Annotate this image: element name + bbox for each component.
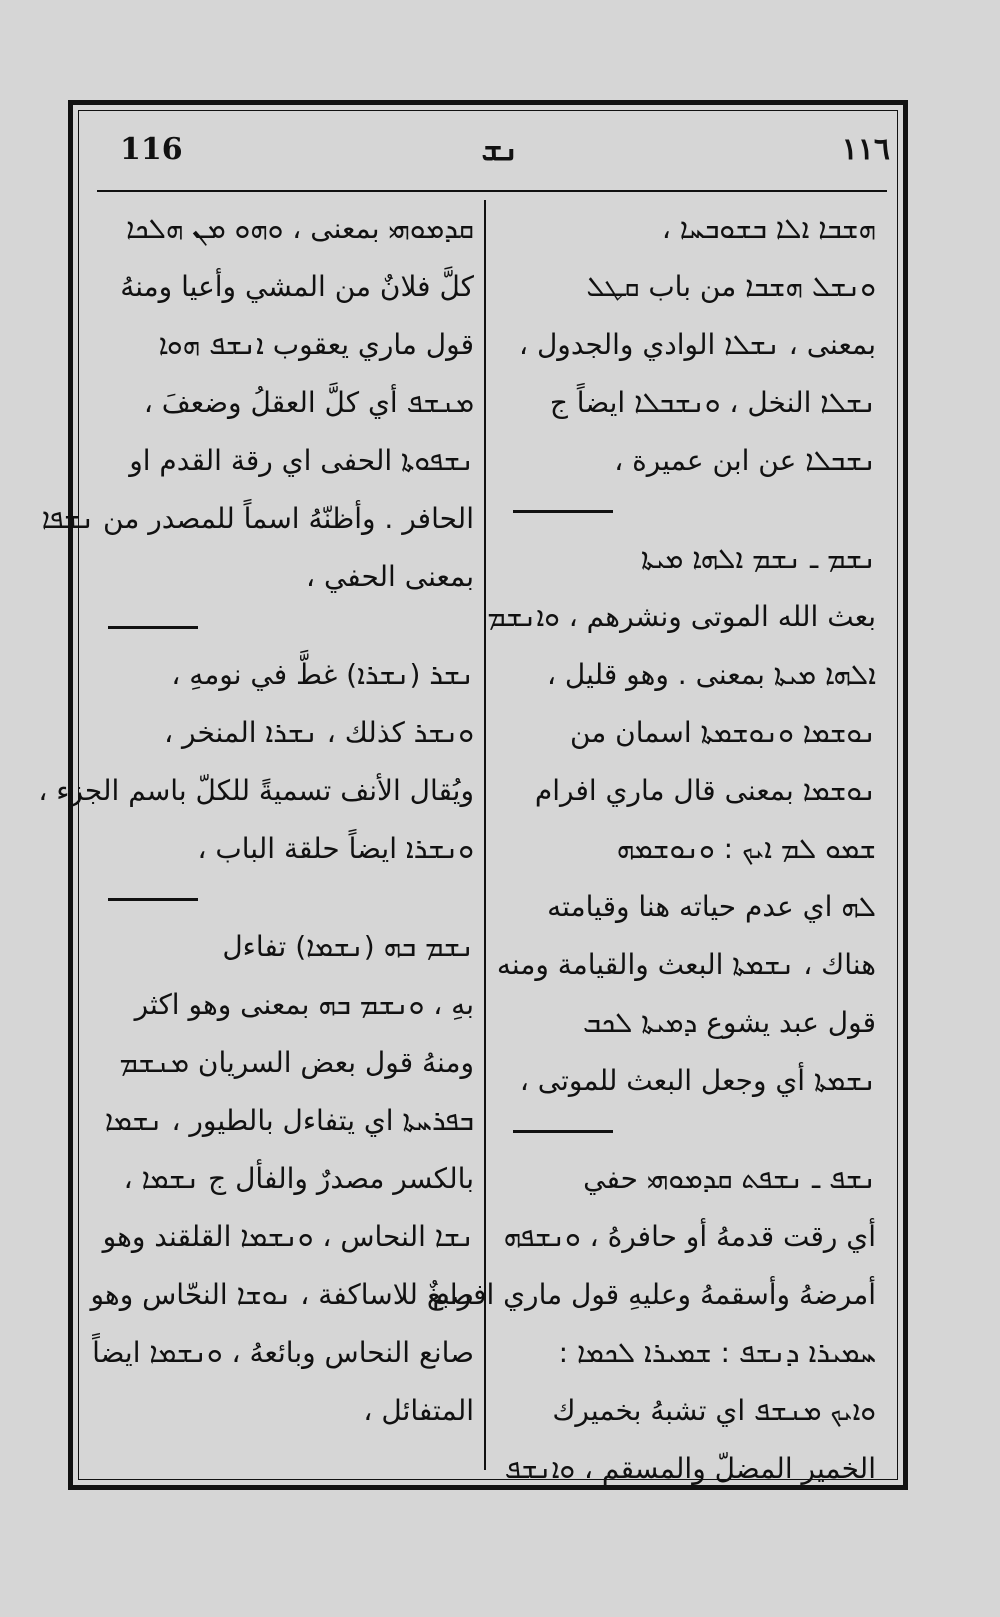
text-line: ܘܢܫܪ كذلك ، ܢܫܪܐ المنخر ،	[164, 716, 474, 749]
text-line: ܢܫܦ ـ ܢܫܦܬ ܩܕܡܘܗܝ حفي	[583, 1162, 876, 1195]
header-rule	[97, 190, 887, 192]
text-line: المتفائل ،	[363, 1394, 474, 1427]
text-line: ܐܠܗܐ ܡܝܬܐ بمعنى . وهو قليل ،	[546, 658, 876, 691]
page-number-arabic: ١١٦	[841, 132, 890, 167]
entry-separator	[98, 606, 474, 646]
text-line: قول ماري يعقوب ܐܢܫܦ ܗܘܐ	[158, 328, 474, 361]
text-line: بمعنى الحفي ،	[306, 560, 474, 593]
text-line: كلَّ فلانٌ من المشي وأعيا ومنهُ	[120, 270, 474, 303]
text-line: أمرضهُ وأسقمهُ وعليهِ قول ماري افرام	[432, 1278, 876, 1311]
text-line: ܡܢܫܦ أي كلَّ العقلُ وضعفَ ،	[143, 386, 474, 419]
text-line: ومنهُ قول بعض السريان ܡܢܫܡ	[119, 1046, 474, 1079]
text-line: ܒܦܪܚܬܐ اي يتفاءل بالطيور ، ܢܫܡܐ	[104, 1104, 474, 1137]
right-column	[432, 200, 882, 1485]
text-line: بعث الله الموتى ونشرهم ، ܘܐܢܫܡ	[487, 600, 876, 633]
text-line: بالكسر مصدرٌ والفأل ج ܢܫܡܐ ،	[123, 1162, 474, 1195]
entry-separator	[498, 1110, 876, 1150]
text-line: ܢܫܡ ـ ܢܫܡ ܐܠܗܐ ܡܝܬܐ	[641, 542, 876, 575]
text-line: ܢܘܫܡܐ ܘܢܘܫܡܬܐ اسمان من	[569, 716, 876, 749]
entry-separator	[498, 490, 876, 530]
text-line: ܢܘܫܡܐ بمعنى قال ماري افرام	[534, 774, 876, 807]
text-line: ܢܫܐ النحاس ، ܘܢܫܡܐ القلقند وهو	[102, 1220, 474, 1253]
text-line: الخمير المضلّ والمسقم ، ܘܐܢܫܦ	[504, 1452, 876, 1485]
text-line: ܘܢܫܠ ܗܫܒܐ من باب ܩܛܠ	[586, 270, 876, 303]
text-line: ܚܡܝܪܐ ܕܢܫܦ : ܫܡܝܪܐ ܠܟܡܐ :	[558, 1336, 876, 1369]
text-line: الحافر . وأظنّهُ اسماً للمصدر من ܢܫܦܐ	[41, 502, 474, 535]
text-line: ܫܡܘ ܠܡ ܐܝܟ : ܘܢܘܫܡܗ	[616, 832, 876, 865]
text-line: ܠܗ اي عدم حياته هنا وقيامته	[547, 890, 876, 923]
left-column	[38, 200, 480, 1470]
text-line: ܢܫܠܐ النخل ، ܘܢܫܒܠܐ ايضاً ج	[549, 386, 876, 419]
text-line: ܢܫܡ ܒܗ (ܢܫܡܐ) تفاءل	[222, 930, 474, 963]
text-line: بمعنى ، ܢܫܠܐ الوادي والجدول ،	[519, 328, 876, 361]
text-line: ܢܫܒܠܐ عن ابن عميرة ،	[614, 444, 876, 477]
text-line: ܘܐܝܟ ܡܢܫܦ اي تشبهُ بخميرك	[552, 1394, 876, 1427]
text-line: هناك ، ܢܫܡܬܐ البعث والقيامة ومنه	[496, 948, 876, 981]
text-line: قول عبد يشوع ܕܡܝܬܐ ܠܟܒ	[582, 1006, 876, 1039]
text-line: ܢܫܦܘܬܐ الحفى اي رقة القدم او	[129, 444, 474, 477]
entry-separator	[98, 878, 474, 918]
text-line: بهِ ، ܘܢܫܡ ܒܗ بمعنى وهو اكثر	[134, 988, 474, 1021]
text-line: ܗܫܒܐ ܐܠܐ ܒܫܘܒܚܐ ،	[661, 212, 876, 245]
text-line: ويُقال الأنف تسميةً للكلّ باسم الجزء ،	[38, 774, 474, 807]
text-line: ܢܫܪ (ܢܫܪܐ) غطَّ في نومهِ ،	[171, 658, 474, 691]
text-line: أي رقت قدمهُ أو حافرهُ ، ܘܢܫܦܗ	[503, 1220, 876, 1253]
text-line: ܩܕܡܘܗܝ بمعنى ، ܘܗܘ ܡܢ ܗܠܟܐ	[126, 212, 474, 245]
page-number-latin: 116	[120, 132, 183, 167]
text-line: ܘܢܫܪܐ ايضاً حلقة الباب ،	[197, 832, 474, 865]
text-line: ܢܫܡܬܐ أي وجعل البعث للموتى ،	[519, 1064, 876, 1097]
text-line: صبغٌ للاساكفة ، ܢܘܫܐ النحّاس وهو	[90, 1278, 474, 1311]
text-line: صانع النحاس وبائعهُ ، ܘܢܫܡܐ ايضاً	[92, 1336, 474, 1369]
page-root-heading: ܢܫ	[481, 130, 519, 168]
